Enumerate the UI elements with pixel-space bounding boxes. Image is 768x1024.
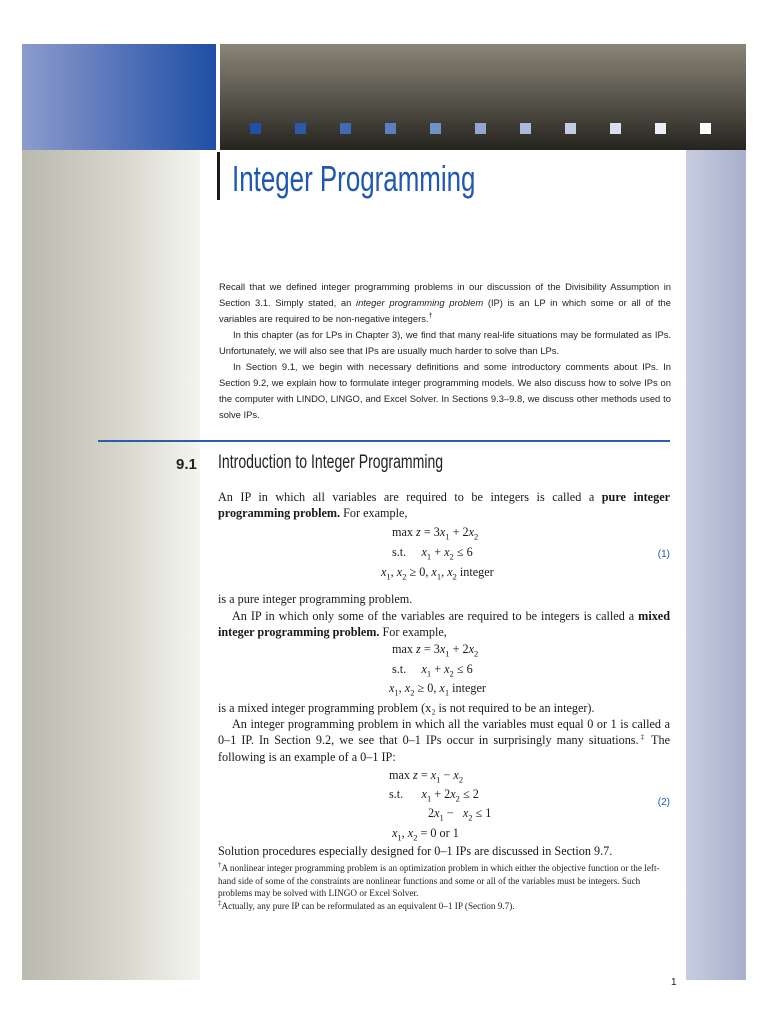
eq3-objective: $\max z = x_1 - x_2$ [389,767,464,785]
body-paragraph-3: An integer programming problem in which all the variables must equal 0 or 1 is called a 0–1 IP. In Section 9.2, we see that 0–1 IPs occur in surprisingly many situations.‡ The following is an example of a 0–1 IP: [218,717,670,764]
body-paragraph-2: An IP in which only some of the variables are required to be integers is called a mixed integer programming problem. For example, [218,608,670,639]
right-margin-band [686,150,746,980]
equation-block-1 [218,521,670,591]
eq1-constraint: s.t. $x_1 + x_2 \le 6$ [392,545,473,562]
header-square-7 [520,123,531,134]
body-after-eq1: is a pure integer programming problem. [218,592,413,607]
chapter-intro [219,279,671,423]
footnotes [218,862,670,912]
left-margin-band [22,150,200,980]
equation-block-3 [218,765,670,843]
eq2-bounds: $x_1$, $x_2 \ge 0$, $x_1$ integer [389,681,486,698]
section-body [218,489,670,859]
header-square-5 [430,123,441,134]
header-square-strip [250,123,711,134]
eq1-objective: $\max z = 3x_1 + 2x_2$ [392,525,479,542]
header-square-6 [475,123,486,134]
header-square-4 [385,123,396,134]
header-square-2 [295,123,306,134]
header-square-10 [655,123,666,134]
footnote-2: ‡Actually, any pure IP can be reformulated as an equivalent 0–1 IP (Section 9.7). [218,898,515,911]
title-rule [217,152,220,200]
header-square-9 [610,123,621,134]
eq1-bounds: $x_1$, $x_2 \ge 0$, $x_1$, $x_2$ integer [381,565,494,582]
eq2-objective: $\max z = 3x_1 + 2x_2$ [392,642,479,659]
equation-number-2: (2) [657,796,670,808]
intro-paragraph-3: In Section 9.1, we begin with necessary definitions and some introductory comments about IPs. In Section 9.2, we explain how to formulate integer programming models. We also discuss how to solve IPs on the computer with LINDO, LINGO, and Excel Solver. In Sections 9.3–9.8, we discuss other methods used to solve IPs. [219,361,671,420]
equation-block-2 [218,640,670,700]
intro-paragraph-1: Recall that we defined integer programming problems in our discussion of the Divisibility Assumption in Section 3.1. Simply stated, an integer programming problem (IP) is an LP in which some or all of the variables are required to be non-negative integers.† [219,281,671,324]
header-square-11 [700,123,711,134]
body-paragraph-1: An IP in which all variables are required to be integers is called a pure integer programming problem. For example, [218,490,671,521]
header-square-8 [565,123,576,134]
body-after-eq2: is a mixed integer programming problem (x₂ is not required to be an integer). [218,701,595,716]
equation-number-1: (1) [657,549,670,561]
eq2-constraint: s.t. $x_1 + x_2 \le 6$ [392,662,473,679]
header-square-3 [340,123,351,134]
section-number: 9.1 [176,456,197,473]
body-closing: Solution procedures especially designed for 0–1 IPs are discussed in Section 9.7. [218,843,613,858]
section-title: Introduction to Integer Programming [218,452,444,473]
section-rule [98,440,670,442]
eq3-constraint-2: $2x_1 - x_2 \le 1$ [428,805,492,823]
intro-paragraph-2: In this chapter (as for LPs in Chapter 3), we find that many real-life situations may be formulated as IPs. Unfortunately, we will also see that IPs are usually much harder to solve than LPs. [219,329,671,356]
header-dark-block [220,44,746,150]
page-number: 1 [671,977,677,988]
footnote-1: †A nonlinear integer programming problem is an optimization problem in which either the objective function or the left-hand side of some of the constraints are nonlinear functions and some or all of the variables must be integers. Such problems may be solved with LINGO or Excel Solver. [218,860,660,899]
header-square-1 [250,123,261,134]
header-blue-block [22,44,216,150]
chapter-title: Integer Programming [232,158,476,199]
eq3-constraint-1: s.t. $x_1 + 2x_2 \le 2$ [389,786,479,804]
eq3-bounds: $x_1$, $x_2 = 0$ or 1 [392,825,459,843]
